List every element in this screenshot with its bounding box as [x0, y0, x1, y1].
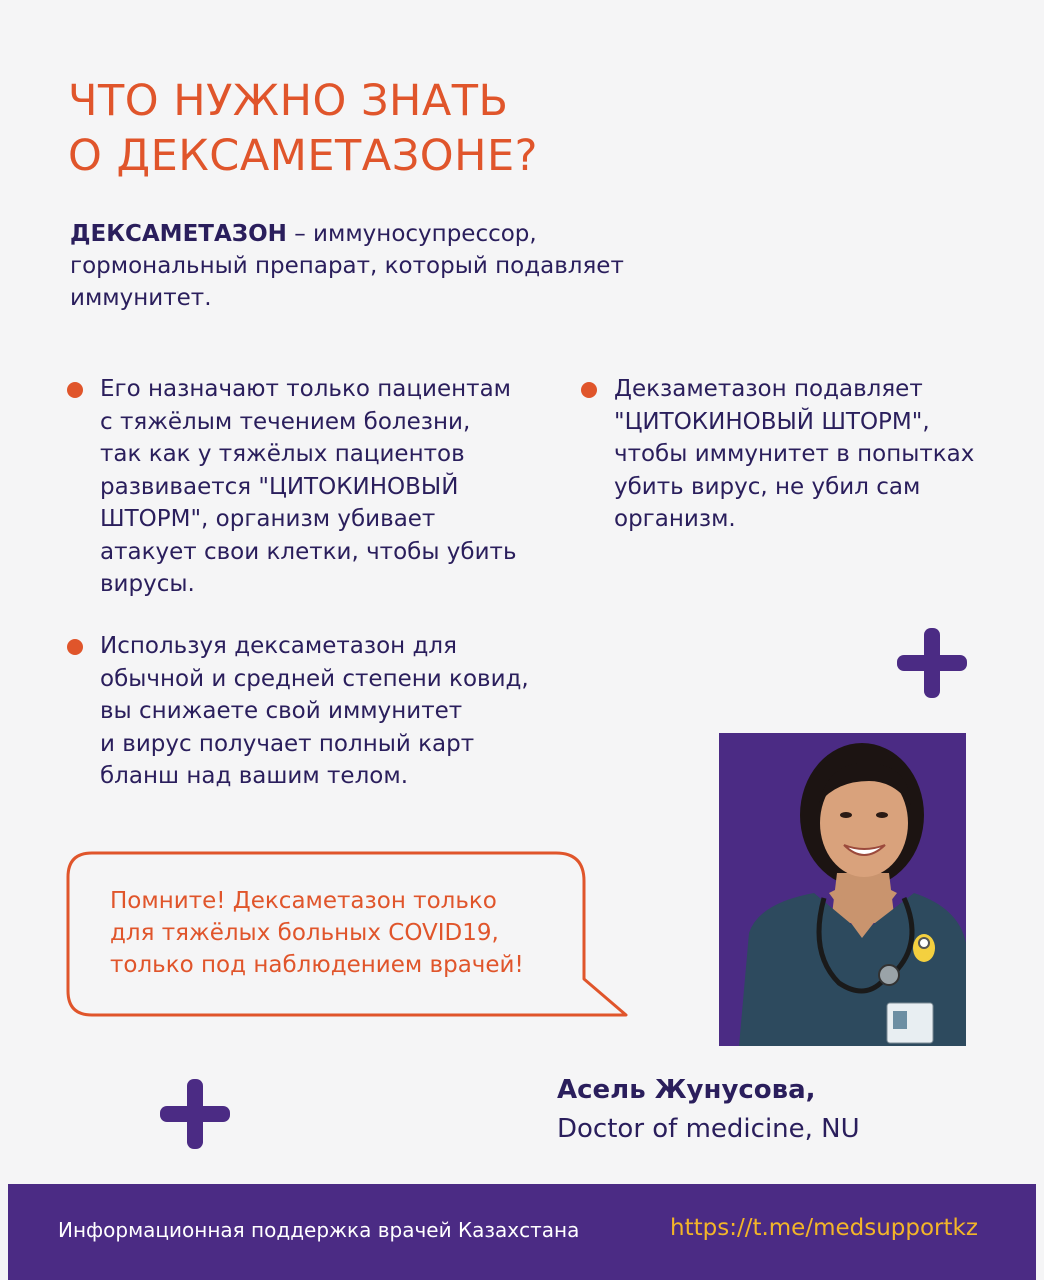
page-title-line-1: ЧТО НУЖНО ЗНАТЬ — [68, 76, 509, 126]
doctor-name: Асель Жунусова, — [557, 1075, 816, 1105]
footer-bar — [8, 1184, 1036, 1280]
plus-icon — [897, 628, 967, 698]
intro-text: – иммуносупрессор, гормональный препарат, который подавляет иммунитет. — [70, 221, 624, 311]
plus-icon — [160, 1079, 230, 1149]
doctor-title: Doctor of medicine, NU — [557, 1114, 860, 1144]
doctor-portrait-image — [719, 733, 966, 1046]
bullet-text-1: Его назначают только пациентам с тяжёлым течением болезни, так как у тяжёлых пациентов развивается "ЦИТОКИНОВЫЙ ШТОРМ", организм убивает атакует свои клетки, чтобы убить вирусы. — [100, 376, 517, 597]
intro-paragraph — [70, 218, 670, 314]
doctor-photo — [719, 733, 966, 1046]
bullet-item-3 — [614, 373, 1014, 536]
intro-term: ДЕКСАМЕТАЗОН — [70, 221, 287, 247]
bullet-dot-icon — [67, 639, 83, 655]
callout-text: Помните! Дексаметазон только для тяжёлых больных COVID19, только под наблюдением врачей! — [110, 888, 524, 978]
bullet-dot-icon — [581, 382, 597, 398]
bullet-text-2: Используя дексаметазон для обычной и средней степени ковид, вы снижаете свой иммунитет и вирус получает полный карт бланш над вашим телом. — [100, 633, 529, 789]
page-title-line-2: О ДЕКСАМЕТАЗОНЕ? — [68, 131, 538, 181]
bullet-item-2 — [100, 630, 570, 793]
bullet-item-1 — [100, 373, 560, 601]
bullet-dot-icon — [67, 382, 83, 398]
bullet-text-3: Декзаметазон подавляет "ЦИТОКИНОВЫЙ ШТОРМ", чтобы иммунитет в попытках убить вирус, не убил сам организм. — [614, 376, 975, 532]
footer-caption: Информационная поддержка врачей Казахстана — [58, 1218, 580, 1242]
footer-telegram-link[interactable]: https://t.me/medsupportkz — [670, 1215, 978, 1241]
